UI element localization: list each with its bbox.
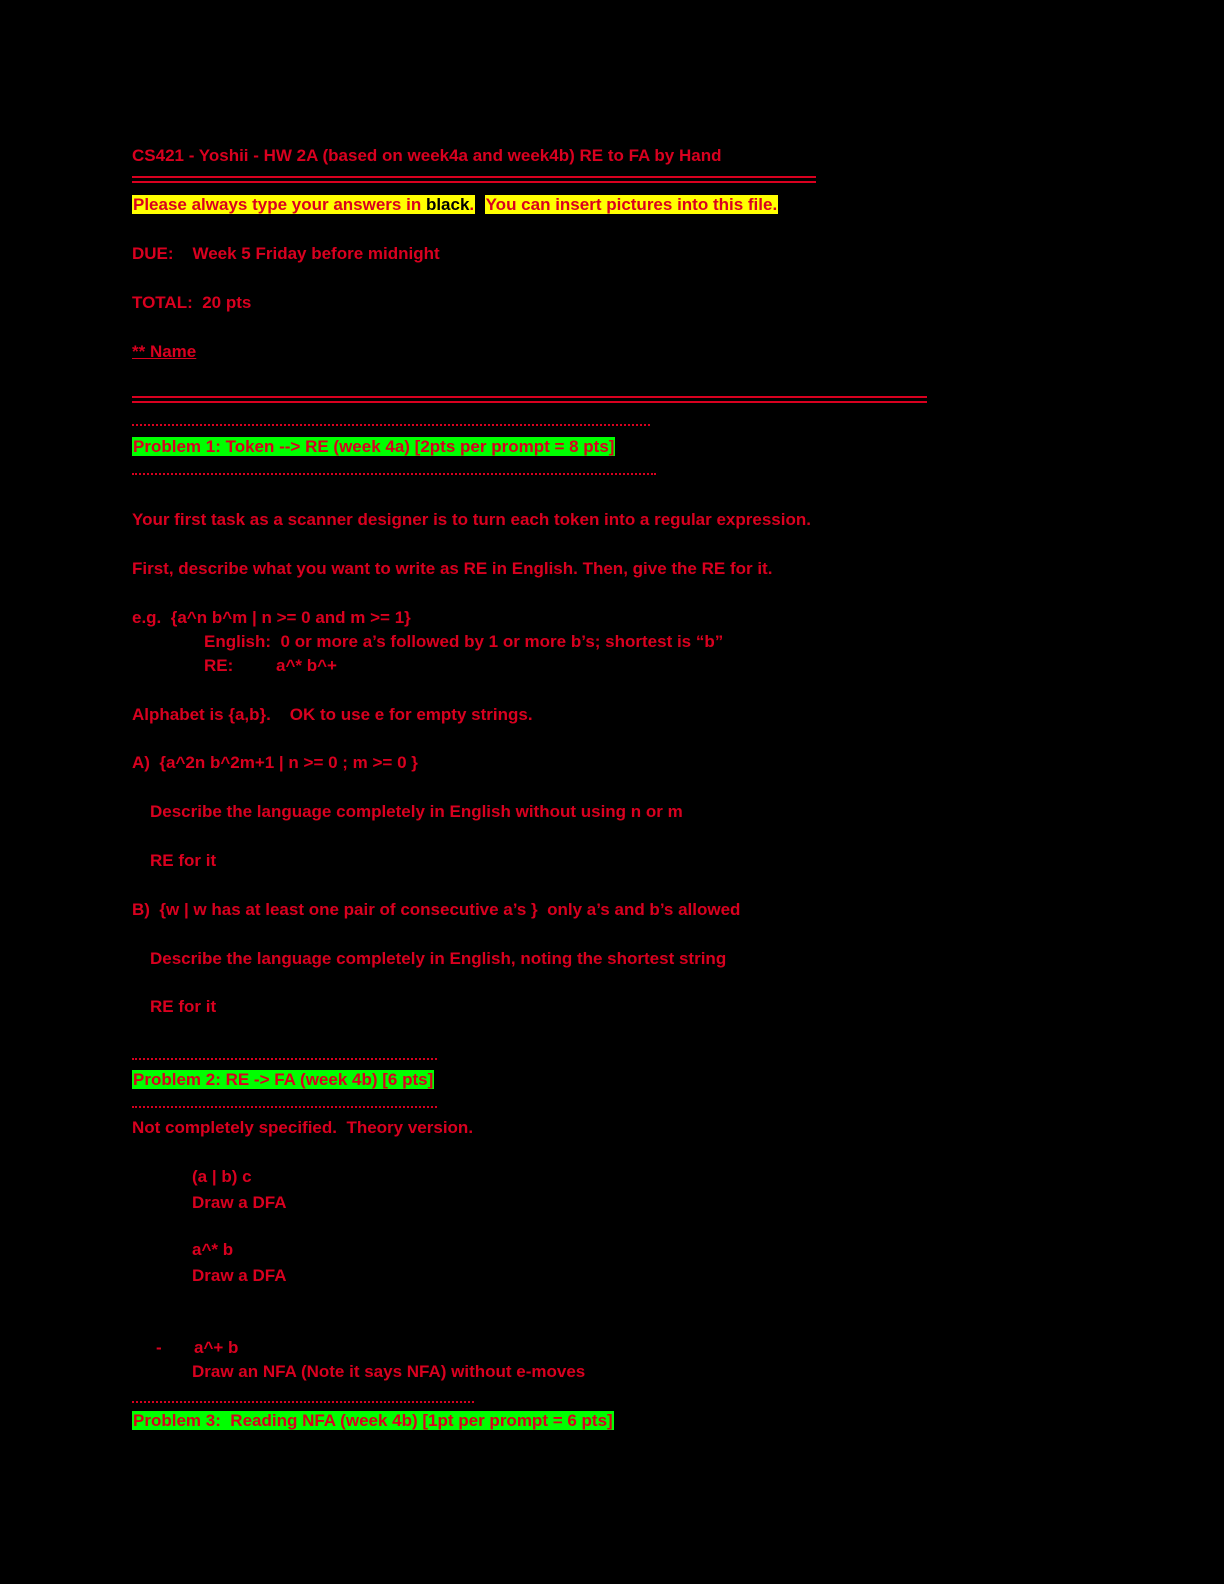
notice-highlight-2: You can insert pictures into this file. (485, 195, 778, 214)
problem1-heading (132, 437, 615, 457)
example-english: English: 0 or more a’s followed by 1 or more b’s; shortest is “b” (204, 632, 724, 651)
doc-title: CS421 - Yoshii - HW 2A (based on week4a and week4b) RE to FA by Hand (132, 146, 722, 165)
problem1-heading-highlight: Problem 1: Token --> RE (week 4a) [2pts per prompt = 8 pts] (133, 437, 615, 456)
due-label: DUE: (132, 244, 174, 263)
dashed-rule (132, 1058, 437, 1060)
item1-task: Draw a DFA (192, 1193, 287, 1212)
dashed-rule (132, 473, 656, 475)
problem2-intro: Not completely specified. Theory version. (132, 1118, 474, 1137)
part-b-re-prompt: RE for it (150, 997, 217, 1016)
instructions-notice (132, 195, 778, 215)
example-re: RE: a^* b^+ (204, 656, 337, 675)
item3-bullet: - (156, 1338, 162, 1357)
total-label: TOTAL: (132, 293, 193, 312)
double-rule (132, 176, 816, 183)
dashed-rule (132, 424, 650, 426)
due-value: Week 5 Friday before midnight (192, 244, 440, 263)
item1-re: (a | b) c (192, 1167, 252, 1186)
part-a-set: A) {a^2n b^2m+1 | n >= 0 ; m >= 0 } (132, 753, 418, 772)
example-re-label: RE: (204, 656, 234, 675)
total-line (132, 293, 251, 313)
item2-task: Draw a DFA (192, 1266, 287, 1285)
item3-re: a^+ b (194, 1338, 239, 1357)
part-a-describe-prompt: Describe the language completely in English without using n or m (150, 802, 683, 821)
problem2-heading (132, 1070, 434, 1090)
problem3-heading-highlight: Problem 3: Reading NFA (week 4b) [1pt per prompt = 6 pts] (133, 1411, 613, 1430)
problem3-heading (132, 1411, 614, 1431)
due-line (132, 244, 440, 264)
empty-string-symbol: e (374, 705, 385, 724)
notice-highlight-1: Please always type your answers in black. (133, 195, 475, 214)
problem2-heading-highlight: Problem 2: RE -> FA (week 4b) [6 pts] (133, 1070, 434, 1089)
part-a-re-prompt: RE for it (150, 851, 217, 870)
alphabet-note: Alphabet is {a,b}. OK to use e for empty strings. (132, 705, 533, 724)
item2-re: a^* b (192, 1240, 234, 1259)
example-set: e.g. {a^n b^m | n >= 0 and m >= 1} (132, 608, 411, 627)
notice-black-word: black (425, 195, 470, 214)
problem1-intro-2: First, describe what you want to write as RE in English. Then, give the RE for it. (132, 559, 773, 578)
double-rule (132, 396, 927, 403)
example-english-label: English: (204, 632, 272, 651)
name-field-label: ** Name (132, 342, 197, 361)
total-value: 20 pts (202, 293, 252, 312)
dashed-rule (132, 1106, 437, 1108)
dashed-rule (132, 1401, 474, 1403)
part-b-set: B) {w | w has at least one pair of consecutive a’s } only a’s and b’s allowed (132, 900, 741, 919)
part-b-describe-prompt: Describe the language completely in English, noting the shortest string (150, 949, 727, 968)
item3-task: Draw an NFA (Note it says NFA) without e-moves (192, 1362, 586, 1381)
problem1-intro-1: Your first task as a scanner designer is to turn each token into a regular expression. (132, 510, 811, 529)
